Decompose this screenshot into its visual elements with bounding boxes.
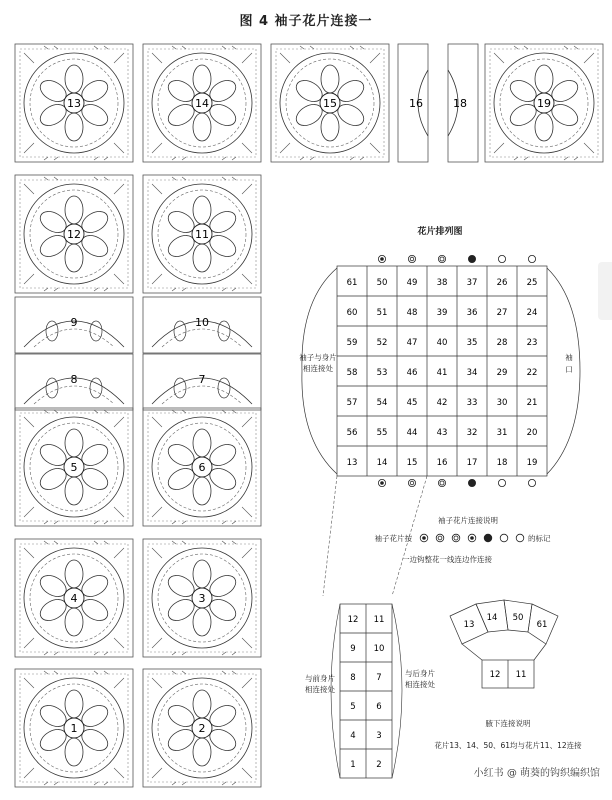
underarm-diagram (450, 600, 558, 688)
motif-label: 5 (70, 461, 78, 474)
layout-cell: 42 (436, 398, 448, 408)
legend-note: 一边钩整花一线连边作连接 (402, 555, 492, 564)
layout-cell: 60 (346, 308, 358, 318)
layout-cell: 61 (346, 278, 358, 288)
strip-cell: 6 (376, 702, 382, 712)
front-join-label: 与前身片 (305, 674, 335, 683)
left-join-label: 袖子与身片 (299, 353, 337, 362)
cuff-label: 口 (565, 365, 573, 374)
legend-title: 袖子花片连接说明 (438, 516, 498, 525)
layout-cell: 14 (376, 458, 388, 468)
motif-label: 6 (198, 461, 206, 474)
side-tab[interactable] (598, 262, 612, 320)
underarm-note: 花片13、14、50、61均与花片11、12连接 (434, 741, 582, 750)
layout-cell: 36 (466, 308, 478, 318)
layout-cell: 37 (466, 278, 478, 288)
layout-cell: 43 (436, 428, 448, 438)
motif-label: 14 (195, 97, 209, 110)
layout-cell: 49 (406, 278, 418, 288)
motif-label: 15 (323, 97, 337, 110)
layout-cell: 38 (436, 278, 448, 288)
layout-cell: 28 (496, 338, 508, 348)
strip-cell: 11 (373, 615, 385, 625)
layout-cell: 22 (526, 368, 538, 378)
strip-cell: 12 (347, 615, 359, 625)
motif-label: 9 (70, 316, 78, 329)
underarm-cell: 13 (463, 620, 475, 630)
motif-label: 19 (537, 97, 551, 110)
layout-cell: 29 (496, 368, 508, 378)
layout-cell: 41 (436, 368, 448, 378)
strip-cell: 1 (350, 760, 356, 770)
layout-cell: 19 (526, 458, 538, 468)
layout-cell: 32 (466, 428, 478, 438)
underarm-cell: 50 (512, 613, 524, 623)
motif-label: 11 (195, 228, 209, 241)
layout-cell: 24 (526, 308, 538, 318)
left-join-label: 相连接处 (303, 364, 333, 373)
right-bracket (547, 268, 580, 474)
layout-cell: 33 (466, 398, 478, 408)
strip-cell: 4 (350, 731, 356, 741)
layout-cell: 47 (406, 338, 418, 348)
motif-label: 2 (198, 722, 206, 735)
layout-cell: 16 (436, 458, 448, 468)
strip-cell: 10 (373, 644, 385, 654)
strip-cell: 3 (376, 731, 382, 741)
motif-label: 10 (195, 316, 209, 329)
strip-cell: 5 (350, 702, 356, 712)
layout-cell: 35 (466, 338, 478, 348)
strip-cell: 8 (350, 673, 356, 683)
layout-cell: 15 (406, 458, 418, 468)
layout-cell: 57 (346, 398, 358, 408)
strip-cell: 2 (376, 760, 382, 770)
layout-cell: 46 (406, 368, 418, 378)
layout-cell: 40 (436, 338, 448, 348)
front-join-label: 相连接处 (305, 685, 335, 694)
layout-cell: 27 (496, 308, 508, 318)
underarm-cell: 14 (486, 613, 498, 623)
underarm-cell: 12 (489, 670, 501, 680)
cuff-label: 袖 (565, 353, 573, 362)
motif-label: 1 (70, 722, 78, 735)
layout-cell: 31 (496, 428, 508, 438)
legend-prefix: 袖子花片按 (374, 534, 412, 543)
motif-label: 8 (70, 373, 78, 386)
back-join-label: 相连接处 (405, 680, 435, 689)
underarm-title: 腋下连接说明 (485, 719, 531, 728)
layout-cell: 54 (376, 398, 388, 408)
layout-cell: 50 (376, 278, 388, 288)
layout-cell: 26 (496, 278, 508, 288)
legend-markers (420, 534, 524, 542)
motif-label: 18 (453, 97, 467, 110)
layout-cell: 20 (526, 428, 538, 438)
top-markers (378, 255, 535, 262)
layout-title: 花片排列图 (417, 227, 463, 237)
watermark: 小红书 @ 萌葵的钩织编织馆 (473, 768, 600, 779)
figure-title: 图 4 袖子花片连接一 (239, 14, 373, 29)
back-join-label: 与后身片 (405, 669, 435, 678)
layout-cell: 18 (496, 458, 508, 468)
layout-cell: 59 (346, 338, 358, 348)
motif-label: 13 (67, 97, 81, 110)
underarm-cell: 61 (536, 620, 548, 630)
layout-cell: 45 (406, 398, 418, 408)
layout-cell: 23 (526, 338, 538, 348)
underarm-cell: 11 (515, 670, 527, 680)
layout-cell: 52 (376, 338, 388, 348)
layout-cell: 21 (526, 398, 538, 408)
layout-cell: 17 (466, 458, 478, 468)
layout-cell: 51 (376, 308, 388, 318)
body-strip (340, 604, 392, 778)
bottom-markers (378, 479, 535, 486)
motif-label: 16 (409, 97, 423, 110)
layout-cell: 44 (406, 428, 418, 438)
layout-cell: 55 (376, 428, 388, 438)
layout-cell: 53 (376, 368, 388, 378)
strip-cell: 9 (350, 644, 356, 654)
strip-cell: 7 (376, 673, 382, 683)
layout-cell: 39 (436, 308, 448, 318)
motif-label: 3 (198, 592, 206, 605)
motif-label: 7 (198, 373, 206, 386)
layout-cell: 34 (466, 368, 478, 378)
legend-suffix: 的标记 (528, 534, 551, 543)
layout-cell: 13 (346, 458, 358, 468)
layout-cell: 58 (346, 368, 358, 378)
layout-cell: 25 (526, 278, 538, 288)
layout-cell: 56 (346, 428, 358, 438)
layout-cell: 30 (496, 398, 508, 408)
motif-label: 4 (70, 592, 78, 605)
layout-cell: 48 (406, 308, 418, 318)
motif-label: 12 (67, 228, 81, 241)
